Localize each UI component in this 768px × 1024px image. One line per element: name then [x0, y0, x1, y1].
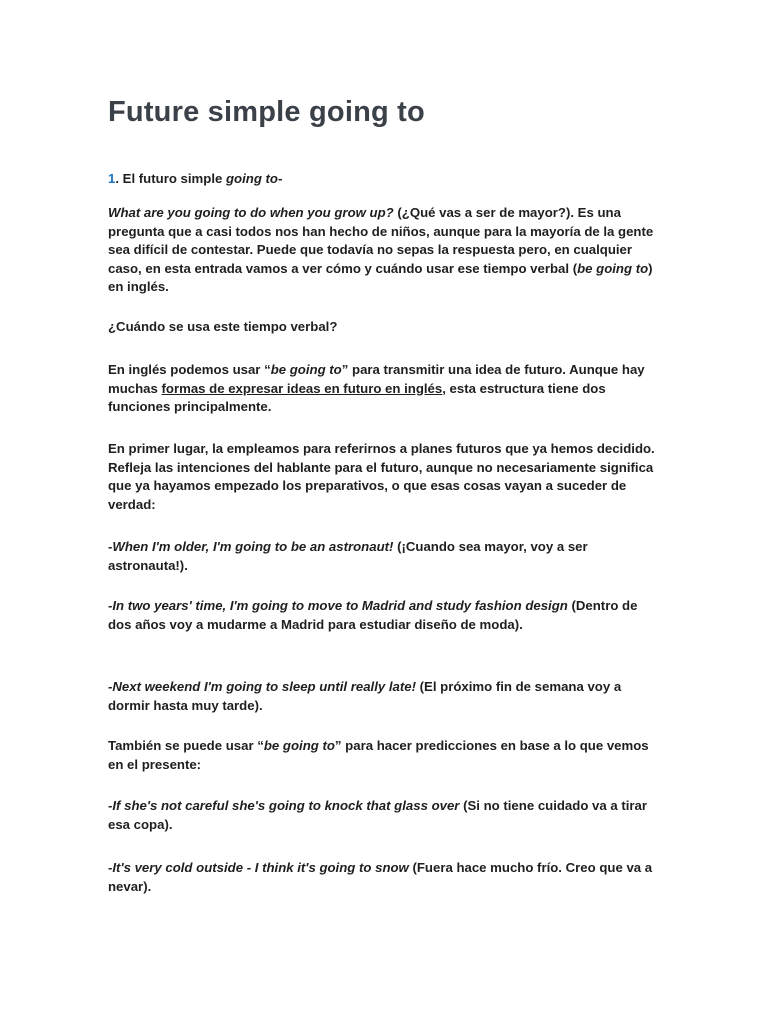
intro-question: What are you going to do when you grow up?: [108, 205, 394, 220]
example-english: -Next weekend I'm going to sleep until really late!: [108, 679, 416, 694]
predictions-paragraph: [108, 737, 664, 774]
example-plan-2: [108, 597, 664, 634]
question-paragraph: ¿Cuándo se usa este tiempo verbal?: [108, 319, 338, 334]
uses-text: En inglés podemos usar “: [108, 362, 271, 377]
predictions-text: También se puede usar “: [108, 738, 264, 753]
example-translation: (Dentro de dos años voy a mudarme a Madrid para estudiar diseño de moda).: [108, 598, 638, 632]
example-translation: (Fuera hace mucho frío. Creo que va a nevar).: [108, 860, 653, 894]
plans-paragraph: En primer lugar, la empleamos para referirnos a planes futuros que ya hemos decidido. Refleja las intenciones del hablante para el futuro, aunque no necesariamente significa que ya hayamos empezado los preparativos, o que esas cosas vayan a suceder de verdad:: [108, 441, 655, 512]
example-translation: (Si no tiene cuidado va a tirar esa copa).: [108, 798, 648, 832]
predictions-term: be going to: [263, 738, 335, 753]
intro-text: (¿Qué vas a ser de mayor?). Es una pregunta que a casi todos nos han hecho de niños, aunque para la mayoría de la gente sea difícil de contestar. Puede que todavía no sepas la respuesta pero, en cualquier caso, en esta entrada vamos a ver cómo y cuándo usar ese tiempo verbal (: [108, 205, 654, 276]
example-plan-3: [108, 678, 664, 715]
example-plan-1: [108, 538, 664, 575]
uses-paragraph: [108, 361, 664, 417]
section-heading: [108, 170, 664, 189]
example-prediction-2: [108, 859, 664, 896]
intro-text-end: ) en inglés.: [108, 260, 653, 294]
future-forms-link[interactable]: formas de expresar ideas en futuro en inglés: [161, 380, 443, 396]
section-heading-emphasis: going to: [225, 171, 278, 186]
uses-text-mid: ” para transmitir una idea de futuro. Aunque hay muchas: [108, 362, 645, 396]
uses-term: be going to: [270, 362, 342, 377]
example-english: -If she's not careful she's going to knock that glass over: [108, 798, 460, 813]
section-number: 1: [108, 171, 116, 186]
example-english: -When I'm older, I'm going to be an astronaut!: [108, 539, 394, 554]
example-english: -It's very cold outside - I think it's going to snow: [108, 860, 409, 875]
uses-text-end: , esta estructura tiene dos funciones principalmente.: [108, 380, 606, 414]
intro-term: be going to: [577, 260, 649, 276]
example-translation: (El próximo fin de semana voy a dormir hasta muy tarde).: [108, 679, 622, 713]
example-english: -In two years' time, I'm going to move to Madrid and study fashion design: [108, 598, 568, 613]
section-heading-dash: -: [277, 171, 283, 186]
example-prediction-1: [108, 797, 664, 834]
example-translation: (¡Cuando sea mayor, voy a ser astronauta!).: [108, 539, 588, 573]
intro-paragraph: [108, 204, 664, 297]
section-heading-text: . El futuro simple: [115, 171, 226, 186]
page-title: Future simple going to: [108, 96, 425, 128]
predictions-text-end: ” para hacer predicciones en base a lo que vemos en el presente:: [108, 738, 649, 772]
